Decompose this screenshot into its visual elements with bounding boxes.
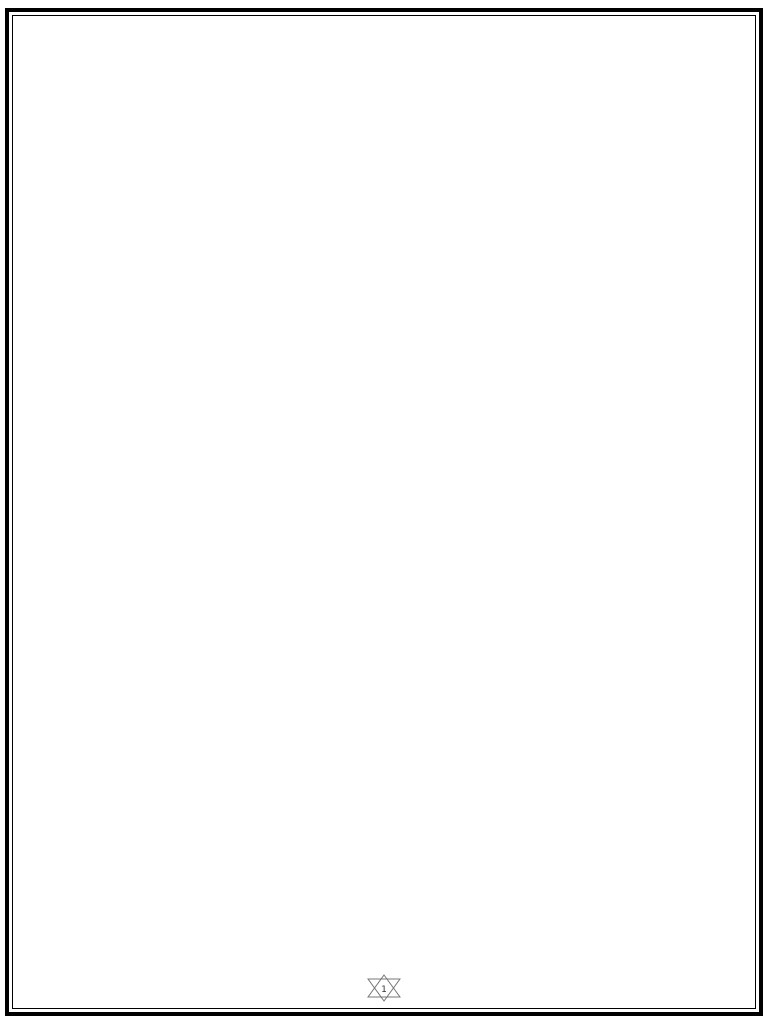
- answer: [27, 295, 743, 310]
- qa-list: [27, 445, 743, 475]
- answer: [27, 131, 743, 146]
- page-number: 1: [381, 985, 387, 995]
- answer: [27, 90, 743, 105]
- section-intro: [27, 430, 743, 445]
- question: [27, 157, 743, 172]
- question: [27, 116, 743, 131]
- document-page: [5, 8, 763, 1016]
- answer: [27, 336, 743, 351]
- qa-item: [27, 445, 743, 475]
- section-heading: [27, 410, 743, 430]
- qa-item: [27, 116, 743, 146]
- qa-item: [27, 239, 743, 269]
- question: [27, 239, 743, 254]
- question: [27, 445, 743, 460]
- document-subtitle: [27, 42, 743, 60]
- qa-item: [27, 75, 743, 105]
- qa-list: [27, 75, 743, 392]
- answer: [27, 172, 743, 187]
- hexagram-emblem-icon: [364, 974, 404, 1002]
- answer: [27, 460, 743, 475]
- question: [27, 321, 743, 336]
- question: [27, 280, 743, 295]
- qa-item: [27, 321, 743, 351]
- document-inner-border: [12, 15, 756, 1009]
- section-2: [27, 410, 743, 475]
- answer: [27, 377, 743, 392]
- document-title: [27, 22, 743, 42]
- qa-item: [27, 280, 743, 310]
- qa-item: [27, 198, 743, 228]
- answer: [27, 213, 743, 228]
- qa-item: [27, 362, 743, 392]
- section-1: [27, 60, 743, 392]
- question: [27, 198, 743, 213]
- qa-item: [27, 157, 743, 187]
- question: [27, 362, 743, 377]
- section-intro: [27, 60, 743, 75]
- answer: [27, 254, 743, 269]
- question: [27, 75, 743, 90]
